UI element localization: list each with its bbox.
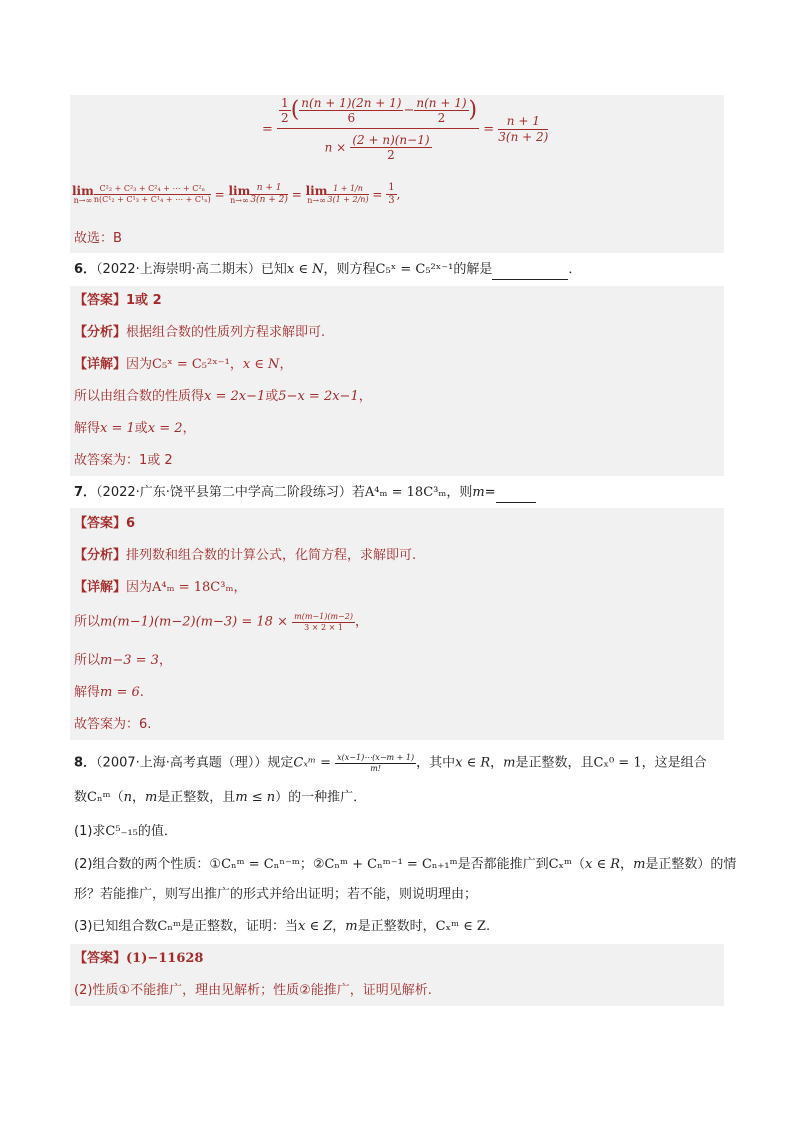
q6-stem: 6．（2022·上海崇明·高二期末）已知x ∈ N，则方程C₅ˣ = C₅²ˣ⁻¹的解是 ．	[74, 259, 581, 280]
solution-block-q6	[70, 286, 724, 476]
derivation-main: = $\frac{1}{2}$ ( $\frac{n(n + 1)(2n + 1)}{6}$ − $\frac{n(n + 1)}{2}$ ) n × $\frac{(2 + n)(n-1)}{2}$ = $\frac{n + 1}{3(n + 2)}$	[262, 96, 549, 163]
q6-step1: 所以由组合数的性质得x = 2x−1或5−x = 2x−1，	[74, 389, 372, 404]
q7-analysis: 【分析】排列数和组合数的计算公式，化简方程，求解即可.	[74, 548, 417, 563]
limit-fraction-1: $\frac{\text{C²₂ + C²₃ + C²₄ + ⋯ + C²ₙ}}{\text{n(C¹₂ + C¹₃ + C¹₄ + ⋯ + C¹ₙ)}}$	[93, 184, 211, 204]
q8-answer1: 【答案】(1)−11628	[74, 951, 204, 966]
q7-step2: 所以m−3 = 3，	[74, 653, 172, 668]
q7-step1: 所以m(m−1)(m−2)(m−3) = 18 × $\frac{m(m-1)(m-2)}{3 \times 2 \times 1}$ ，	[74, 612, 368, 632]
q8-answer2: (2)性质①不能推广，理由见解析；性质②能推广，证明见解析.	[74, 983, 432, 998]
answer-blank[interactable]	[492, 259, 568, 280]
limit-fraction-3: $\frac{1 + 1/n}{3(1 + 2/n)}$	[327, 184, 369, 204]
main-fraction: $\frac{1}{2}$ ( $\frac{n(n + 1)(2n + 1)}{6}$ − $\frac{n(n + 1)}{2}$ ) n × $\frac{(2 + n)(n-1)}{2}$	[277, 96, 479, 163]
q7-detail: 【详解】因为A⁴ₘ = 18C³ₘ，	[74, 580, 247, 595]
q7-final: 故答案为：6.	[74, 717, 152, 732]
q7-fraction: $\frac{m(m-1)(m-2)}{3 \times 2 \times 1}$	[294, 612, 353, 632]
q8-part1: (1)求C⁵₋₁₅的值．	[74, 824, 177, 839]
equals-sign: =	[262, 121, 273, 137]
inner-fraction-2: $\frac{n(n + 1)}{2}$	[416, 96, 467, 126]
q6-detail: 【详解】因为C₅ˣ = C₅²ˣ⁻¹，x ∈ N，	[74, 357, 293, 372]
q8-part3: (3)已知组合数Cₙᵐ是正整数，证明：当x ∈ Z，m是正整数时，Cₓᵐ ∈ Z.	[74, 919, 491, 934]
inner-fraction-1: $\frac{n(n + 1)(2n + 1)}{6}$	[301, 96, 402, 126]
q6-answer: 【答案】1或 2	[74, 293, 162, 308]
q8-definition-fraction: $\frac{x(x-1)\cdots(x-m + 1)}{m!}$	[337, 753, 415, 773]
half-fraction: $\frac{1}{2}$	[281, 96, 289, 126]
final-fraction: $\frac{1}{3}$	[388, 182, 395, 206]
q6-analysis: 【分析】根据组合数的性质列方程求解即可.	[74, 325, 326, 340]
q7-stem: 7．（2022·广东·饶平县第二中学高二阶段练习）若A⁴ₘ = 18C³ₘ，则m=	[74, 482, 536, 503]
limit-line: lim n→∞ $\frac{\text{C²₂ + C²₃ + C²₄ + ⋯ + C²ₙ}}{\text{n(C¹₂ + C¹₃ + C¹₄ + ⋯ + C¹ₙ)}}$ = lim n→∞ $\frac{n + 1}{3(n + 2)}$ = lim n→∞ $\frac{1 + 1/n}{3(1 + 2/n)}$ = $\frac{1}{3}$ ,	[72, 182, 401, 206]
q8-stem-line2: 数Cₙᵐ（n，m是正整数，且m ≤ n）的一种推广．	[74, 790, 367, 805]
result-fraction: $\frac{n + 1}{3(n + 2)}$	[498, 114, 549, 144]
limit-fraction-2: $\frac{n + 1}{3(n + 2)}$	[250, 183, 288, 205]
q7-step3: 解得m = 6.	[74, 685, 144, 700]
q6-final: 故答案为：1或 2	[74, 453, 173, 468]
denominator-fraction: $\frac{(2 + n)(n-1)}{2}$	[352, 132, 430, 163]
q8-stem-line1: 8．（2007·上海·高考真题（理））规定Cₓᵐ = $\frac{x(x-1)\cdots(x-m + 1)}{m!}$ ，其中x ∈ R，m是正整数，且Cₓ⁰ = 1，这是组合	[74, 753, 707, 773]
q8-part2-line2: 形？若能推广，则写出推广的形式并给出证明；若不能，则说明理由；	[74, 887, 478, 902]
q5-final-answer: 故选：B	[74, 231, 122, 246]
q6-step2: 解得x = 1或x = 2，	[74, 421, 196, 436]
answer-blank[interactable]	[496, 482, 536, 503]
q8-part2-line1: (2)组合数的两个性质：①Cₙᵐ = Cₙⁿ⁻ᵐ；②Cₙᵐ + Cₙᵐ⁻¹ = Cₙ₊₁ᵐ是否都能推广到Cₓᵐ（x ∈ R，m是正整数）的情	[74, 857, 737, 872]
q7-answer: 【答案】6	[74, 516, 136, 531]
